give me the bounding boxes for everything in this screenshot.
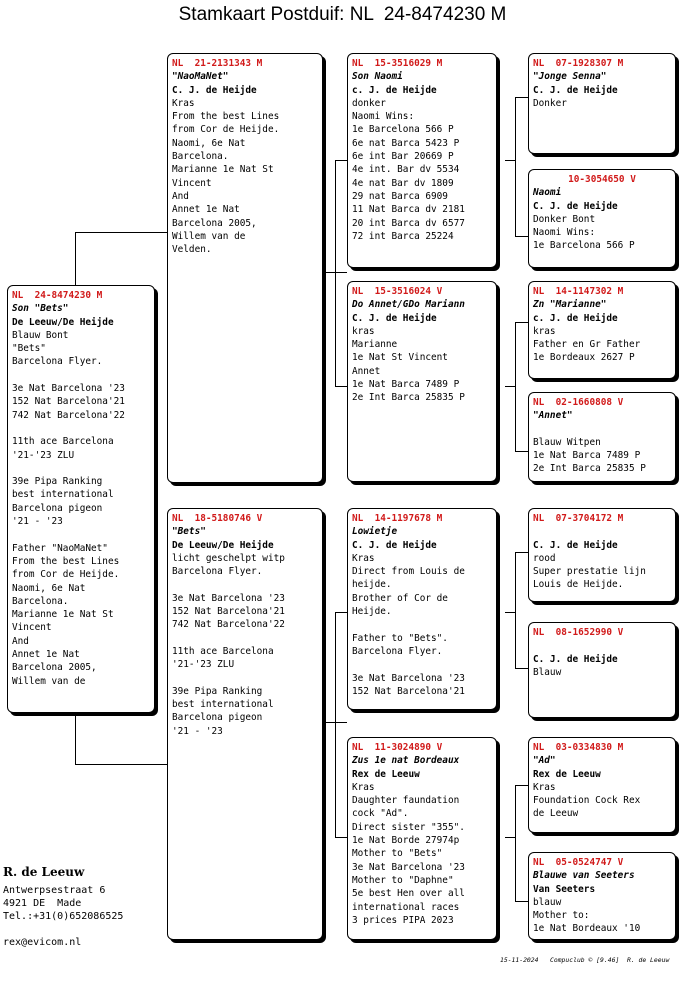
info-line: 3e Nat Barcelona '23 — [12, 383, 125, 395]
owner-name: Van Seeters — [533, 883, 596, 895]
info-line: 72 int Barca 25224 — [352, 230, 454, 242]
info-line: Blauw Bont — [12, 329, 69, 341]
info-line: Barcelona Flyer. — [352, 645, 443, 657]
connector-line — [335, 386, 347, 387]
info-line: Barcelona Flyer. — [12, 356, 103, 368]
info-line: Velden. — [172, 244, 212, 256]
connector-line — [515, 785, 516, 901]
pigeon-card-father — [167, 53, 323, 483]
owner-name: C. J. de Heijde — [172, 84, 257, 96]
info-line: Naomi Wins: — [533, 227, 596, 239]
connector-line — [335, 612, 347, 613]
info-line: Kras — [352, 552, 375, 564]
pigeon-card-father-sire — [347, 53, 497, 268]
info-line — [172, 632, 318, 645]
info-line: 3 prices PIPA 2023 — [352, 914, 454, 926]
ring-number: NL 05-0524747 V — [533, 857, 624, 868]
info-line: licht geschelpt witp — [172, 552, 285, 564]
info-line: Donker Bont — [533, 213, 596, 225]
owner-name: Rex de Leeuw — [533, 768, 601, 780]
ring-number: NL 08-1652990 V — [533, 627, 624, 638]
info-line: 29 nat Barca 6909 — [352, 190, 448, 202]
info-line: Foundation Cock Rex — [533, 795, 641, 807]
ring-number: NL 02-1660808 V — [533, 397, 624, 408]
info-line: Barcelona pigeon — [172, 712, 263, 724]
info-line: Donker — [533, 97, 567, 109]
ring-number: 10-3054650 V — [568, 174, 636, 185]
connector-line — [75, 713, 76, 764]
info-line: Vincent — [172, 177, 212, 189]
info-line: Daughter faundation — [352, 795, 460, 807]
info-line — [352, 618, 492, 631]
info-line: Willem van de — [172, 230, 246, 242]
info-line — [172, 578, 318, 591]
info-line: Mother to: — [533, 910, 590, 922]
info-line: Barcelona 2005, — [172, 217, 257, 229]
pigeon-card-mm-sire — [528, 737, 676, 833]
info-line: Marianne 1e Nat St — [12, 609, 114, 621]
info-line: Mother to "Daphne" — [352, 874, 454, 886]
pigeon-name: Do Annet/GDo Mariann — [352, 299, 465, 311]
info-line: Mother to "Bets" — [352, 848, 443, 860]
info-line: From the best Lines — [12, 555, 120, 567]
info-line: Direct sister "355". — [352, 821, 465, 833]
breeder-city: 4921 DE Made — [3, 898, 82, 909]
info-line: And — [172, 190, 189, 202]
pigeon-name: "Jonge Senna" — [533, 71, 607, 83]
info-line: Naomi, 6e Nat — [12, 582, 86, 594]
connector-line — [515, 97, 516, 236]
connector-line — [515, 236, 528, 237]
connector-line — [335, 612, 336, 837]
pigeon-name: Zus 1e nat Bordeaux — [352, 755, 460, 767]
info-line: international races — [352, 901, 460, 913]
connector-line — [515, 552, 516, 668]
connector-line — [515, 668, 528, 669]
blank-line — [533, 423, 671, 436]
owner-name: c. J. de Heijde — [352, 84, 437, 96]
info-line: Marianne 1e Nat St — [172, 164, 274, 176]
info-line: Heijde. — [352, 606, 392, 618]
info-line: Blauw — [533, 666, 562, 678]
ring-number: NL 14-1197678 M — [352, 513, 443, 524]
info-line: '21-'23 ZLU — [172, 659, 235, 671]
footer-credit: 15-11-2024 Compuclub © [9.46] R. de Leeuw — [500, 956, 670, 964]
info-line: best international — [12, 489, 114, 501]
owner-name: C. J. de Heijde — [533, 653, 618, 665]
breeder-phone: Tel.:+31(0)652086525 — [3, 911, 124, 922]
info-line: 742 Nat Barcelona'22 — [172, 619, 285, 631]
pigeon-card-ff-sire — [528, 53, 676, 154]
info-line: 1e Nat Barca 7489 P — [533, 450, 641, 462]
connector-line — [75, 232, 76, 286]
info-line: Annet 1e Nat — [12, 649, 80, 661]
info-line: rood — [533, 552, 556, 564]
info-line: "Bets" — [12, 343, 46, 355]
blank-line — [533, 639, 671, 652]
ring-number: NL 24-8474230 M — [12, 290, 103, 301]
pigeon-card-mf-dam — [528, 622, 676, 718]
pigeon-card-mother — [167, 508, 323, 940]
info-line — [12, 369, 150, 382]
info-line: 4e nat Bar dv 1809 — [352, 177, 454, 189]
info-line: Vincent — [12, 622, 52, 634]
info-line: donker — [352, 97, 386, 109]
connector-line — [505, 386, 515, 387]
info-line: '21 - '23 — [12, 516, 63, 528]
pigeon-name: "Annet" — [533, 410, 573, 422]
info-line: Kras — [533, 781, 556, 793]
info-line: Father "NaoMaNet" — [12, 542, 108, 554]
breeder-info — [3, 866, 123, 949]
info-line: 11th ace Barcelona — [12, 436, 114, 448]
info-line: Naomi Wins: — [352, 111, 415, 123]
ring-number: NL 03-0334830 M — [533, 742, 624, 753]
info-line: 4e int. Bar dv 5534 — [352, 164, 460, 176]
info-line: Barcelona pigeon — [12, 502, 103, 514]
connector-line — [515, 785, 528, 786]
info-line: 6e int Bar 20669 P — [352, 151, 454, 163]
info-line: 3e Nat Barcelona '23 — [352, 672, 465, 684]
info-line: Father en Gr Father — [533, 339, 641, 351]
info-line: 2e Int Barca 25835 P — [533, 463, 646, 475]
connector-line — [515, 451, 528, 452]
info-line: from Cor de Heijde. — [172, 124, 280, 136]
info-line: Marianne — [352, 339, 398, 351]
owner-name: C. J. de Heijde — [533, 84, 618, 96]
info-line: de Leeuw — [533, 808, 579, 820]
pigeon-name: Blauwe van Seeters — [533, 870, 635, 882]
pigeon-card-fm-dam — [528, 392, 676, 482]
ring-number: NL 07-1928307 M — [533, 58, 624, 69]
info-line: From the best Lines — [172, 111, 280, 123]
info-line: Naomi, 6e Nat — [172, 137, 246, 149]
info-line: 1e Barcelona 566 P — [352, 124, 454, 136]
info-line: 39e Pipa Ranking — [172, 685, 263, 697]
info-line: heijde. — [352, 579, 392, 591]
pigeon-name: "NaoMaNet" — [172, 71, 229, 83]
connector-line — [505, 837, 515, 838]
info-line: '21-'23 ZLU — [12, 449, 75, 461]
owner-name: C. J. de Heijde — [352, 539, 437, 551]
connector-line — [335, 160, 336, 386]
info-line: Willem van de — [12, 675, 86, 687]
owner-name: De Leeuw/De Heijde — [172, 539, 274, 551]
info-line: 1e Nat Barca 7489 P — [352, 379, 460, 391]
connector-line — [515, 322, 516, 451]
info-line: 1e Bordeaux 2627 P — [533, 352, 635, 364]
connector-line — [505, 612, 515, 613]
info-line: Brother of Cor de — [352, 592, 448, 604]
info-line: Barcelona. — [12, 595, 69, 607]
ring-number: NL 15-3516024 V — [352, 286, 443, 297]
pigeon-card-mother-sire — [347, 508, 497, 710]
ring-number: NL 07-3704172 M — [533, 513, 624, 524]
connector-line — [75, 764, 168, 765]
pigeon-name: Lowietje — [352, 526, 398, 538]
info-line: from Cor de Heijde. — [12, 569, 120, 581]
info-line: Barcelona Flyer. — [172, 566, 263, 578]
ring-number: NL 18-5180746 V — [172, 513, 263, 524]
pigeon-card-fm-sire — [528, 281, 676, 379]
info-line: 6e nat Barca 5423 P — [352, 137, 460, 149]
info-line: Annet — [352, 365, 381, 377]
pigeon-card-mother-dam — [347, 737, 497, 940]
info-line: 152 Nat Barcelona'21 — [12, 396, 125, 408]
info-line: cock "Ad". — [352, 808, 409, 820]
info-line — [12, 422, 150, 435]
info-line: '21 - '23 — [172, 725, 223, 737]
owner-name: C. J. de Heijde — [352, 312, 437, 324]
info-line: 11 Nat Barca dv 2181 — [352, 204, 465, 216]
info-line: kras — [352, 325, 375, 337]
connector-line — [335, 160, 347, 161]
info-line: Barcelona. — [172, 151, 229, 163]
info-line — [12, 528, 150, 541]
info-line: 11th ace Barcelona — [172, 645, 274, 657]
pigeon-name: "Ad" — [533, 755, 556, 767]
pigeon-card-mm-dam — [528, 852, 676, 940]
info-line — [12, 462, 150, 475]
blank-line — [533, 525, 671, 538]
connector-line — [515, 322, 528, 323]
info-line: Blauw Witpen — [533, 436, 601, 448]
info-line: 1e Barcelona 566 P — [533, 240, 635, 252]
info-line: kras — [533, 325, 556, 337]
ring-number: NL 11-3024890 V — [352, 742, 443, 753]
info-line: Kras — [172, 97, 195, 109]
info-line: 1e Nat Bordeaux '10 — [533, 923, 641, 935]
info-line: 20 int Barca dv 6577 — [352, 217, 465, 229]
connector-line — [505, 160, 515, 161]
breeder-address: Antwerpsestraat 6 — [3, 885, 106, 896]
pigeon-name: Son Naomi — [352, 71, 403, 83]
page-title: Stamkaart Postduif: NL 24-8474230 M — [178, 4, 507, 25]
breeder-name: R. de Leeuw — [3, 865, 85, 879]
info-line: Barcelona 2005, — [12, 662, 97, 674]
owner-name: C. J. de Heijde — [533, 200, 618, 212]
info-line: Super prestatie lijn — [533, 566, 646, 578]
info-line: Father to "Bets". — [352, 632, 448, 644]
info-line: 39e Pipa Ranking — [12, 476, 103, 488]
connector-line — [515, 97, 528, 98]
info-line: 2e Int Barca 25835 P — [352, 392, 465, 404]
ring-number: NL 14-1147302 M — [533, 286, 624, 297]
info-line: 3e Nat Barcelona '23 — [352, 861, 465, 873]
info-line: 152 Nat Barcelona'21 — [352, 685, 465, 697]
info-line: Louis de Heijde. — [533, 579, 624, 591]
connector-line — [515, 552, 528, 553]
connector-line — [515, 901, 528, 902]
info-line: And — [12, 635, 29, 647]
connector-line — [75, 232, 168, 233]
owner-name: c. J. de Heijde — [533, 312, 618, 324]
owner-name: De Leeuw/De Heijde — [12, 316, 114, 328]
pigeon-card-ff-dam — [528, 169, 676, 268]
pigeon-card-father-dam — [347, 281, 497, 482]
breeder-email[interactable]: rex@evicom.nl — [3, 937, 82, 948]
ring-number: NL 15-3516029 M — [352, 58, 443, 69]
info-line: Direct from Louis de — [352, 566, 465, 578]
info-line: Kras — [352, 781, 375, 793]
info-line — [352, 658, 492, 671]
pigeon-name: Son "Bets" — [12, 303, 69, 315]
info-line: 742 Nat Barcelona'22 — [12, 409, 125, 421]
info-line: 5e best Hen over all — [352, 888, 465, 900]
info-line — [172, 672, 318, 685]
pigeon-card-mf-sire — [528, 508, 676, 602]
pigeon-name: Zn "Marianne" — [533, 299, 607, 311]
info-line: 1e Nat Borde 27974p — [352, 835, 460, 847]
ring-number: NL 21-2131343 M — [172, 58, 263, 69]
owner-name: Rex de Leeuw — [352, 768, 420, 780]
info-line: Annet 1e Nat — [172, 204, 240, 216]
pigeon-name: Naomi — [533, 187, 562, 199]
owner-name: C. J. de Heijde — [533, 539, 618, 551]
pigeon-card-subject — [7, 285, 155, 713]
info-line: blauw — [533, 896, 562, 908]
connector-line — [335, 837, 347, 838]
info-line: 3e Nat Barcelona '23 — [172, 592, 285, 604]
pigeon-name: "Bets" — [172, 526, 206, 538]
info-line: best international — [172, 699, 274, 711]
info-line: 152 Nat Barcelona'21 — [172, 606, 285, 618]
info-line: 1e Nat St Vincent — [352, 352, 448, 364]
